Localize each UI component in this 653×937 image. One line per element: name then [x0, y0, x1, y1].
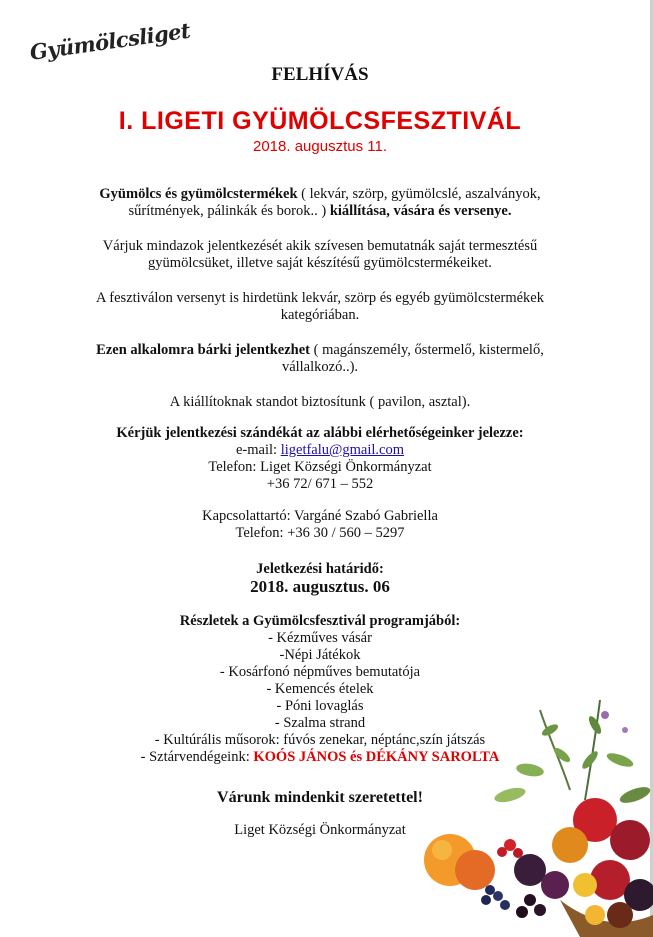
fruits: [424, 798, 653, 928]
program-item: - Szalma strand: [274, 715, 366, 731]
program-item: -Népi Játékok: [279, 647, 361, 663]
contact-block: Kérjük jelentkezési szándékát az alábbi elérhetőségeinker jelezze: e-mail: ligetfalu@gmail.com Telefon: Liget Községi Önkormányzat +36 72/ 671 – 552: [60, 425, 580, 493]
program-item: - Kézműves vásár: [268, 630, 372, 646]
signature: Liget Községi Önkormányzat: [234, 822, 406, 838]
eligibility-paragraph: Ezen alkalomra bárki jelentkezhet ( magánszemély, őstermelő, kistermelő, vállalkozó..).: [96, 342, 544, 375]
festival-date: 2018. augusztus 11.: [253, 138, 387, 155]
contact-heading: Kérjük jelentkezési szándékát az alábbi elérhetőségeinker jelezze:: [116, 425, 524, 441]
intro-bold-end: kiállítása, vására és versenye.: [329, 203, 512, 219]
email-link[interactable]: ligetfalu@gmail.com: [280, 442, 404, 458]
festival-title: I. LIGETI GYÜMÖLCSFESZTIVÁL: [118, 107, 522, 135]
stand-paragraph: A kiállítoknak standot biztosítunk ( pavilon, asztal).: [169, 394, 471, 410]
deadline-date: 2018. augusztus. 06: [250, 577, 390, 596]
header: FELHÍVÁS: [271, 64, 369, 85]
program-item: - Kultúrális műsorok: fúvós zenekar, néptánc,szín játszás: [154, 732, 486, 748]
intro-bold: Gyümölcs és gyümölcstermékek: [99, 186, 298, 202]
fruit-basket-illustration: [390, 700, 653, 937]
program-block: Részletek a Gyümölcsfesztivál programjából: - Kézműves vásár -Népi Játékok - Kosárfonó népműves bemutatója - Kemencés ételek - Póni lovaglás - Szalma strand - Kultúrális műsorok: fúvós zenekar, néptánc,szín játszás - Sztárvendégeink: KOÓS JÁNOS és DÉKÁNY SAROLTA: [60, 613, 580, 766]
program-item: - Kemencés ételek: [266, 681, 374, 697]
program-heading: Részletek a Gyümölcsfesztivál programjából:: [179, 613, 461, 629]
deadline-block: Jeletkezési határidő: 2018. augusztus. 06: [60, 561, 580, 595]
competition-paragraph: A fesztiválon versenyt is hirdetünk lekvár, szörp és egyéb gyümölcstermékek kategóriában.: [96, 290, 544, 323]
logo: Gyümölcsliget: [28, 17, 192, 65]
contact-person: Kapcsolattartó: Vargáné Szabó Gabriella Telefon: +36 30 / 560 – 5297: [60, 508, 580, 542]
contact-person-phone: Telefon: +36 30 / 560 – 5297: [235, 525, 405, 541]
star-guests: KOÓS JÁNOS és DÉKÁNY SAROLTA: [253, 749, 500, 765]
herb-leaves: [493, 700, 652, 806]
intro-paragraph: Gyümölcs és gyümölcstermékek ( lekvár, szörp, gyümölcslé, aszalványok, sűrítmények, pálinkák és borok.. ) kiállítása, vására és versenye.: [99, 186, 541, 219]
closing-line: Várunk mindenkit szeretettel!: [217, 789, 423, 806]
program-item: - Kosárfonó népműves bemutatója: [219, 664, 421, 680]
phone-number: +36 72/ 671 – 552: [266, 476, 374, 492]
invitation-paragraph: Várjuk mindazok jelentkezését akik szívesen bemutatnák saját termesztésű gyümölcsüket, illetve saját készítésű gyümölcstermékeiket.: [102, 238, 538, 271]
program-item: - Póni lovaglás: [276, 698, 364, 714]
